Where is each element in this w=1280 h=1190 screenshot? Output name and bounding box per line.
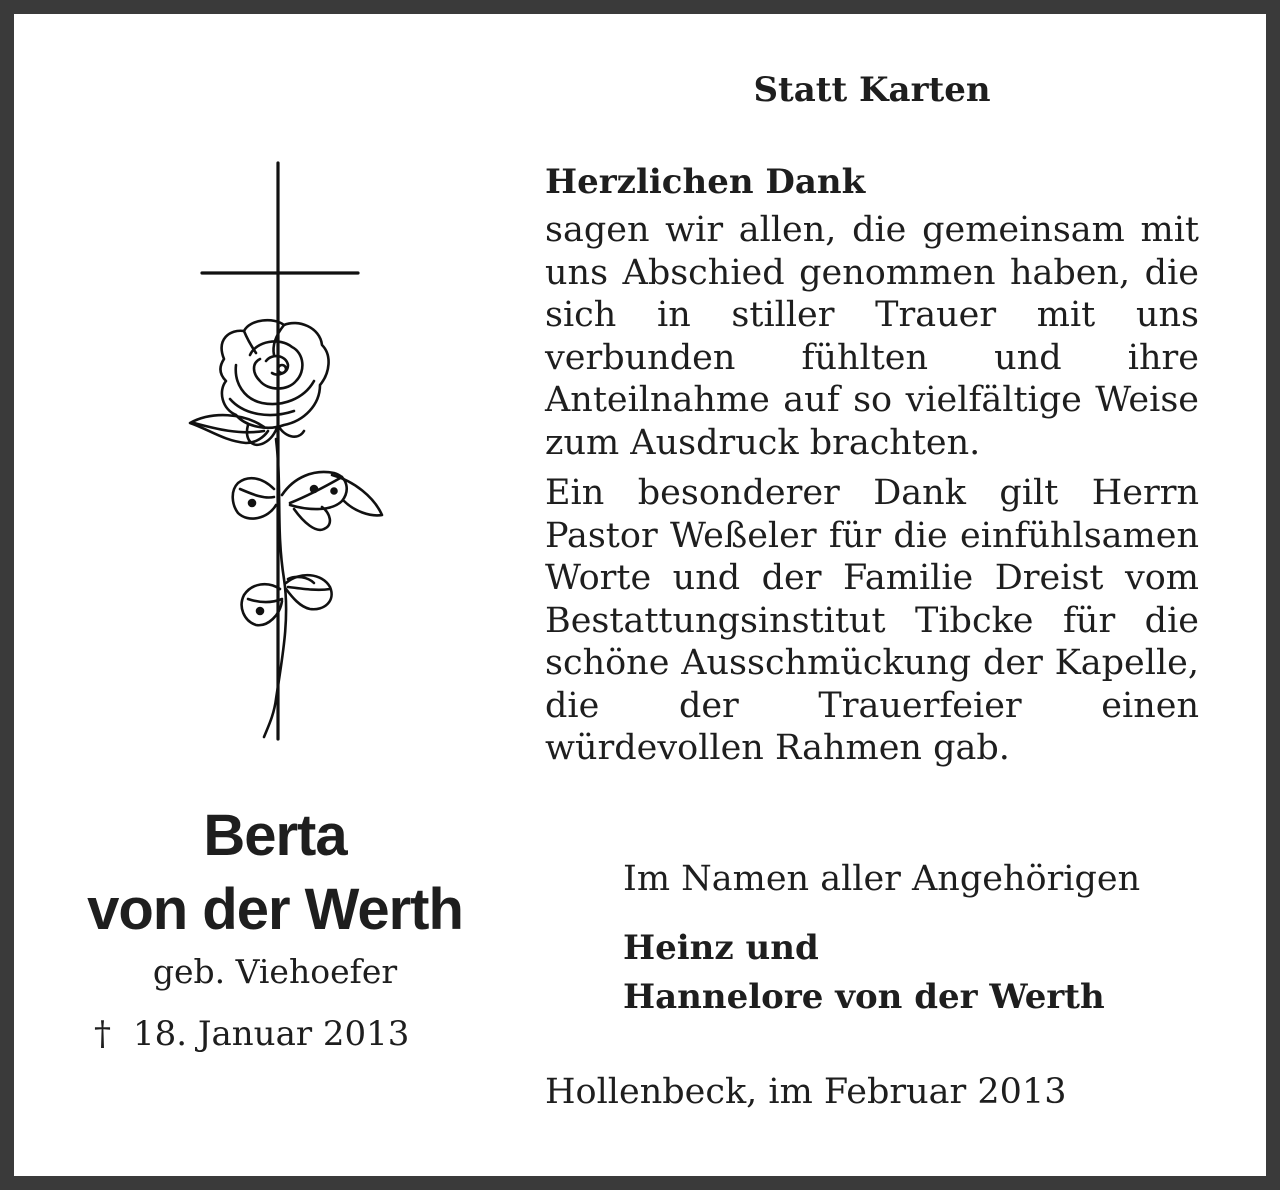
deceased-birth-name: geb. Viehoefer — [152, 952, 398, 991]
place-and-date: Hollenbeck, im Februar 2013 — [545, 1072, 1067, 1112]
thanks-paragraph-2: Ein besonderer Dank gilt Herrn Pastor Weßeler für die einfühlsamen Worte und der Familie Dreist vom Bestattungsinstitut Tibcke für die schöne Ausschmückung der Kapelle, die der Trauerfeier einen würdevollen Rahmen gab. — [545, 473, 1199, 768]
signature-name-line-2: Hannelore von der Werth — [623, 977, 1105, 1017]
signature-intro: Im Namen aller Angehörigen — [623, 859, 1141, 899]
cross-with-rose-icon — [164, 159, 394, 749]
dagger-icon: † — [94, 1014, 111, 1054]
deceased-first-name: Berta — [203, 803, 347, 868]
obituary-card — [14, 14, 1266, 1176]
death-date: 18. Januar 2013 — [133, 1014, 410, 1054]
header-statt-karten: Statt Karten — [753, 70, 991, 110]
signature-name-line-1: Heinz und — [623, 928, 819, 968]
deceased-last-name: von der Werth — [87, 877, 463, 942]
thanks-title: Herzlichen Dank — [545, 162, 866, 202]
thanks-paragraph-1: sagen wir allen, die gemeinsam mit uns Abschied genommen haben, die sich in stiller Trauer mit uns verbunden fühlten und ihre Anteilnahme auf so vielfältige Weise zum Ausdruck brachten. — [545, 210, 1199, 463]
death-date-line — [94, 1014, 409, 1054]
